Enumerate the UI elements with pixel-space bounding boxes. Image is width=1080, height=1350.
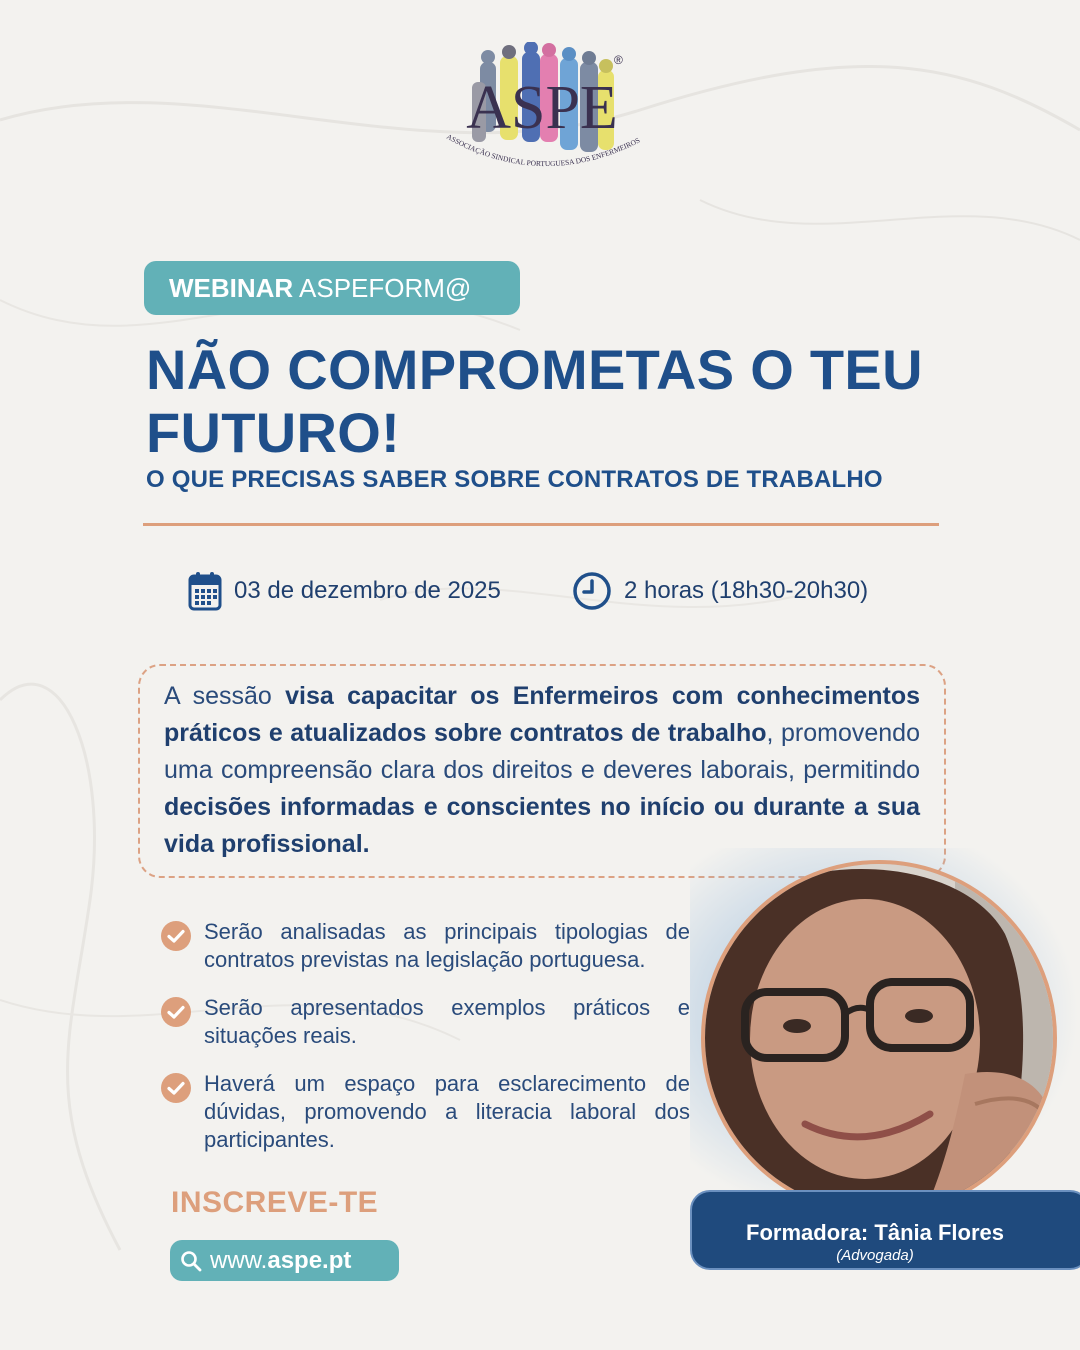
trainer-label: Formadora: bbox=[746, 1220, 869, 1245]
bullet-text: Serão apresentados exemplos práticos e situações reais. bbox=[204, 995, 690, 1048]
list-item bbox=[160, 994, 690, 1050]
page-subtitle: O QUE PRECISAS SABER SOBRE CONTRATOS DE TRABALHO bbox=[146, 466, 883, 493]
bullet-text: Serão analisadas as principais tipologias de contratos previstas na legislação portuguesa. bbox=[204, 919, 690, 972]
bullet-text: Haverá um espaço para esclarecimento de dúvidas, promovendo a literacia laboral dos participantes. bbox=[204, 1071, 690, 1152]
desc-part-1: A sessão bbox=[164, 682, 286, 710]
search-icon bbox=[180, 1250, 202, 1272]
trainer-name-line bbox=[692, 1220, 1058, 1246]
webinar-badge bbox=[144, 261, 520, 315]
cta-heading: INSCREVE-TE bbox=[171, 1186, 379, 1219]
aspe-logo bbox=[436, 42, 648, 192]
badge-bold: WEBINAR bbox=[169, 273, 294, 303]
description-box bbox=[138, 664, 946, 878]
trainer-portrait-image bbox=[705, 864, 1053, 1212]
page-title: NÃO COMPROMETAS O TEU FUTURO! bbox=[146, 338, 923, 464]
bullet-list bbox=[160, 918, 690, 1174]
trainer-role: (Advogada) bbox=[836, 1247, 914, 1264]
check-circle-icon bbox=[160, 1072, 192, 1104]
divider bbox=[143, 523, 939, 526]
event-date bbox=[188, 570, 501, 612]
check-circle-icon bbox=[160, 996, 192, 1028]
trainer-name: Tânia Flores bbox=[874, 1220, 1004, 1245]
desc-bold-2: decisões informadas e conscientes no início ou durante a sua vida profissional. bbox=[164, 793, 920, 858]
clock-icon bbox=[572, 571, 612, 611]
trainer-photo bbox=[701, 860, 1057, 1216]
duration-text: 2 horas (18h30-20h30) bbox=[624, 577, 869, 604]
event-duration bbox=[572, 570, 868, 612]
list-item bbox=[160, 918, 690, 974]
desc-bold-1: visa capacitar os Enfermeiros com conhecimentos práticos e atualizados sobre contratos de trabalho bbox=[164, 682, 920, 747]
check-circle-icon bbox=[160, 920, 192, 952]
list-item bbox=[160, 1070, 690, 1154]
trainer-name-card bbox=[690, 1190, 1080, 1270]
logo-acronym: ASPE bbox=[466, 74, 618, 142]
calendar-icon bbox=[188, 571, 222, 611]
url-domain: aspe.pt bbox=[267, 1246, 352, 1274]
description-text bbox=[164, 678, 920, 863]
date-text: 03 de dezembro de 2025 bbox=[234, 577, 501, 604]
website-url[interactable] bbox=[210, 1247, 351, 1275]
website-link[interactable] bbox=[170, 1240, 399, 1281]
url-prefix: www. bbox=[210, 1246, 268, 1274]
registered-mark: ® bbox=[614, 53, 623, 67]
logo-tagline: ASSOCIAÇÃO SINDICAL PORTUGUESA DOS ENFERMEIROS bbox=[445, 131, 642, 169]
desc-part-2: , promovendo uma compreensão clara dos direitos e deveres laborais, permitindo bbox=[164, 719, 920, 784]
badge-light: ASPEFORM@ bbox=[299, 273, 472, 303]
